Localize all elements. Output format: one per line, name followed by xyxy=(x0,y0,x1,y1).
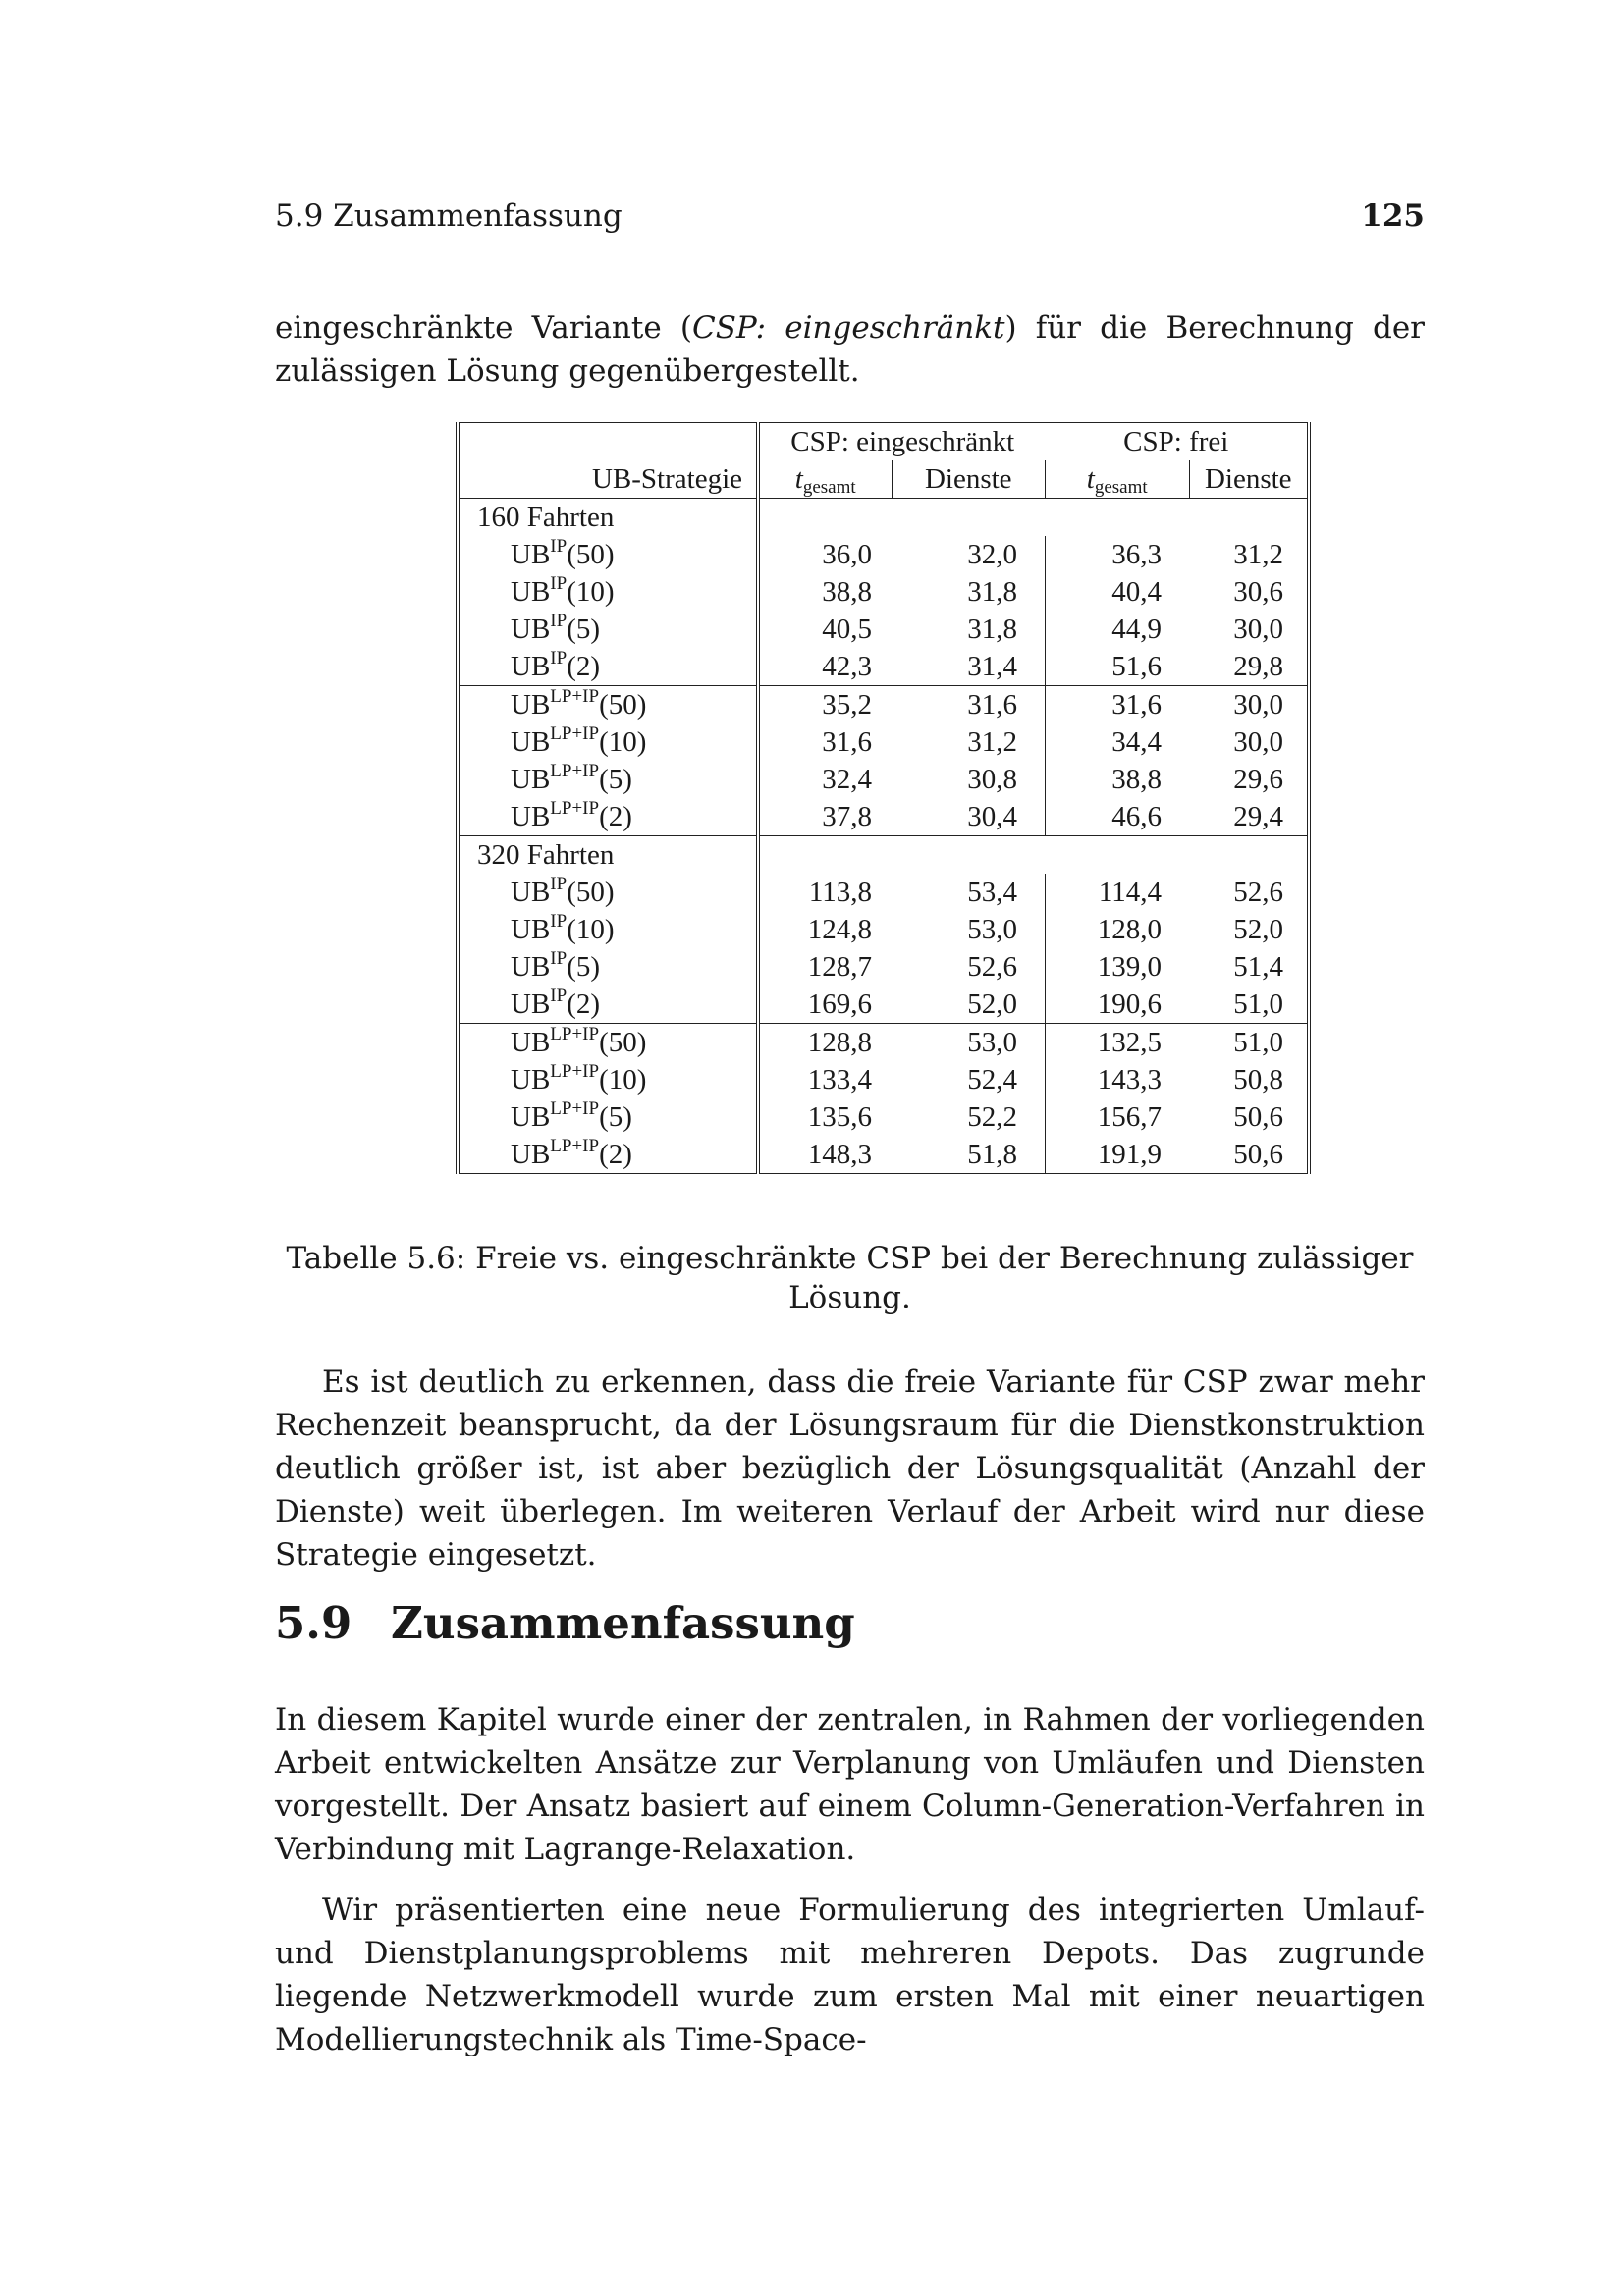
value-cell: 114,4 xyxy=(1098,877,1162,908)
table-row xyxy=(458,573,1309,611)
value-cell: 35,2 xyxy=(758,686,892,724)
table-row xyxy=(458,874,1309,911)
column-header-dienste-free: Dienste xyxy=(1189,460,1309,499)
strategy-base: UB xyxy=(511,726,551,758)
table-row xyxy=(458,686,1309,724)
value-cell: 53,0 xyxy=(892,1024,1046,1062)
strategy-argument: (5) xyxy=(567,951,601,983)
value-cell: 30,6 xyxy=(1189,573,1309,611)
empty-cell xyxy=(1189,499,1309,537)
strategy-base: UB xyxy=(511,914,551,945)
value-cell: 31,6 xyxy=(892,686,1046,724)
table-row xyxy=(458,1061,1309,1098)
strategy-cell xyxy=(458,986,758,1024)
value-cell: 30,0 xyxy=(1189,686,1309,724)
t-subscript: gesamt xyxy=(1094,477,1148,498)
empty-cell xyxy=(1046,836,1190,875)
strategy-cell xyxy=(458,1024,758,1062)
table-row xyxy=(458,648,1309,686)
table-header-row-2 xyxy=(458,460,1309,499)
strategy-base: UB xyxy=(511,1027,551,1058)
strategy-base: UB xyxy=(511,614,551,645)
value-cell: 51,4 xyxy=(1189,948,1309,986)
value-cell: 31,6 xyxy=(822,726,872,758)
table-row xyxy=(458,1098,1309,1136)
value-cell: 52,4 xyxy=(892,1061,1046,1098)
running-header-section: 5.9 Zusammenfassung xyxy=(275,198,623,234)
strategy-argument: (10) xyxy=(599,726,647,758)
table-row xyxy=(458,611,1309,648)
strategy-cell xyxy=(458,686,758,724)
empty-cell xyxy=(892,836,1046,875)
empty-cell xyxy=(758,836,892,875)
column-header-strategy: UB-Strategie xyxy=(458,460,758,499)
strategy-base: UB xyxy=(511,764,551,795)
value-cell: 36,3 xyxy=(1111,539,1162,570)
value-cell: 29,6 xyxy=(1189,761,1309,798)
strategy-argument: (2) xyxy=(599,1139,632,1170)
value-cell: 30,0 xyxy=(1189,723,1309,761)
value-cell: 50,6 xyxy=(1189,1098,1309,1136)
value-cell: 29,4 xyxy=(1189,798,1309,836)
value-cell: 128,7 xyxy=(807,951,872,983)
value-cell: 50,8 xyxy=(1189,1061,1309,1098)
strategy-base: UB xyxy=(511,988,551,1020)
table-row xyxy=(458,761,1309,798)
section-number: 5.9 xyxy=(275,1597,352,1649)
strategy-base: UB xyxy=(511,951,551,983)
header-empty-cell xyxy=(458,423,758,461)
section-label: 320 Fahrten xyxy=(458,836,758,875)
value-cell: 51,0 xyxy=(1189,986,1309,1024)
value-cell: 52,0 xyxy=(892,986,1046,1024)
strategy-base: UB xyxy=(511,689,551,721)
strategy-cell xyxy=(458,911,758,948)
value-cell: 46,6 xyxy=(1111,801,1162,832)
value-cell: 51,6 xyxy=(1111,651,1162,682)
strategy-base: UB xyxy=(511,801,551,832)
value-cell: 40,5 xyxy=(822,614,872,645)
table-row xyxy=(458,1024,1309,1062)
table-row xyxy=(458,986,1309,1024)
strategy-superscript: IP xyxy=(550,611,568,631)
table-header-row-1 xyxy=(458,423,1309,461)
value-cell: 30,8 xyxy=(892,761,1046,798)
section-label-row xyxy=(458,836,1309,875)
strategy-argument: (2) xyxy=(567,651,601,682)
section-label: 160 Fahrten xyxy=(458,499,758,537)
page-number: 125 xyxy=(1361,198,1425,234)
strategy-argument: (2) xyxy=(567,988,601,1020)
strategy-base: UB xyxy=(511,1101,551,1133)
section-label-row xyxy=(458,499,1309,537)
strategy-superscript: LP+IP xyxy=(550,723,600,744)
strategy-superscript: IP xyxy=(550,536,568,557)
table-row xyxy=(458,536,1309,573)
value-cell: 52,2 xyxy=(892,1098,1046,1136)
value-cell: 148,3 xyxy=(758,1136,892,1174)
value-cell: 128,0 xyxy=(1097,914,1162,945)
value-cell: 52,6 xyxy=(892,948,1046,986)
value-cell: 32,0 xyxy=(892,536,1046,573)
value-cell: 53,0 xyxy=(892,911,1046,948)
strategy-superscript: IP xyxy=(550,911,568,932)
value-cell: 31,4 xyxy=(892,648,1046,686)
value-cell: 52,0 xyxy=(1189,911,1309,948)
value-cell: 32,4 xyxy=(822,764,872,795)
value-cell: 52,6 xyxy=(1189,874,1309,911)
strategy-base: UB xyxy=(511,539,551,570)
table-row xyxy=(458,1136,1309,1174)
strategy-argument: (50) xyxy=(599,1027,647,1058)
strategy-cell xyxy=(458,611,758,648)
value-cell: 37,8 xyxy=(822,801,872,832)
intro-text-italic: CSP: eingeschränkt xyxy=(691,310,1005,346)
strategy-argument: (10) xyxy=(567,914,615,945)
group-header-restricted: CSP: eingeschränkt xyxy=(758,423,1046,461)
value-cell: 31,2 xyxy=(1189,536,1309,573)
empty-cell xyxy=(892,499,1046,537)
strategy-cell xyxy=(458,1136,758,1174)
section-heading xyxy=(275,1596,855,1651)
value-cell: 38,8 xyxy=(1111,764,1162,795)
strategy-cell xyxy=(458,1098,758,1136)
strategy-argument: (50) xyxy=(599,689,647,721)
strategy-cell xyxy=(458,948,758,986)
intro-text-start: eingeschränkte Variante ( xyxy=(275,310,692,346)
value-cell: 128,8 xyxy=(758,1024,892,1062)
strategy-superscript: LP+IP xyxy=(550,1024,600,1044)
empty-cell xyxy=(758,499,892,537)
strategy-superscript: LP+IP xyxy=(550,1136,600,1156)
intro-paragraph xyxy=(275,306,1425,393)
strategy-argument: (5) xyxy=(599,1101,632,1133)
empty-cell xyxy=(1046,499,1190,537)
strategy-superscript: IP xyxy=(550,874,568,894)
strategy-argument: (50) xyxy=(567,877,615,908)
table-caption: Tabelle 5.6: Freie vs. eingeschränkte CSP bei der Berechnung zulässiger Lösung. xyxy=(286,1241,1414,1315)
strategy-cell xyxy=(458,573,758,611)
strategy-argument: (5) xyxy=(567,614,601,645)
strategy-superscript: LP+IP xyxy=(550,1061,600,1082)
running-header xyxy=(275,196,1425,240)
value-cell: 42,3 xyxy=(822,651,872,682)
value-cell: 169,6 xyxy=(807,988,872,1020)
strategy-argument: (50) xyxy=(567,539,615,570)
value-cell: 190,6 xyxy=(1097,988,1162,1020)
column-header-time-free xyxy=(1046,460,1190,499)
value-cell: 50,6 xyxy=(1189,1136,1309,1174)
value-cell: 40,4 xyxy=(1111,576,1162,608)
table-row xyxy=(458,911,1309,948)
strategy-cell xyxy=(458,723,758,761)
strategy-cell xyxy=(458,648,758,686)
discussion-paragraph: Es ist deutlich zu erkennen, dass die freie Variante für CSP zwar mehr Rechenzeit beansprucht, da der Lösungsraum für die Dienstkonstruktion deutlich größer ist, ist aber bezüglich der Lösungsqualität (Anzahl der Dienste) weit überlegen. Im weiteren Verlauf der Arbeit wird nur diese Strategie eingesetzt. xyxy=(275,1364,1425,1573)
value-cell: 29,8 xyxy=(1189,648,1309,686)
strategy-argument: (5) xyxy=(599,764,632,795)
value-cell: 191,9 xyxy=(1046,1136,1190,1174)
empty-cell xyxy=(1189,836,1309,875)
value-cell: 31,8 xyxy=(892,611,1046,648)
strategy-superscript: IP xyxy=(550,573,568,594)
strategy-superscript: LP+IP xyxy=(550,798,600,819)
value-cell: 113,8 xyxy=(808,877,872,908)
value-cell: 133,4 xyxy=(807,1064,872,1095)
table-row xyxy=(458,723,1309,761)
column-header-time-restricted xyxy=(758,460,892,499)
value-cell: 143,3 xyxy=(1097,1064,1162,1095)
strategy-cell xyxy=(458,1061,758,1098)
strategy-superscript: LP+IP xyxy=(550,761,600,781)
t-symbol: t xyxy=(1086,463,1095,495)
value-cell: 44,9 xyxy=(1111,614,1162,645)
value-cell: 31,6 xyxy=(1046,686,1190,724)
value-cell: 139,0 xyxy=(1097,951,1162,983)
section-title: Zusammenfassung xyxy=(391,1597,855,1649)
results-table xyxy=(456,422,1311,1174)
group-header-free: CSP: frei xyxy=(1046,423,1310,461)
strategy-superscript: IP xyxy=(550,648,568,668)
strategy-cell xyxy=(458,536,758,573)
table-row xyxy=(458,948,1309,986)
value-cell: 30,4 xyxy=(892,798,1046,836)
value-cell: 36,0 xyxy=(822,539,872,570)
value-cell: 38,8 xyxy=(822,576,872,608)
value-cell: 51,8 xyxy=(892,1136,1046,1174)
strategy-superscript: LP+IP xyxy=(550,1098,600,1119)
value-cell: 132,5 xyxy=(1046,1024,1190,1062)
value-cell: 31,2 xyxy=(892,723,1046,761)
value-cell: 31,8 xyxy=(892,573,1046,611)
intro-text-end: ) für die Berechnung der zulässigen Lösung gegenübergestellt. xyxy=(275,310,1425,389)
t-subscript: gesamt xyxy=(802,477,856,498)
strategy-base: UB xyxy=(511,877,551,908)
strategy-argument: (10) xyxy=(599,1064,647,1095)
strategy-cell xyxy=(458,761,758,798)
summary-paragraph-2: Wir präsentierten eine neue Formulierung des integrierten Umlauf- und Dienstplanungsproblems mit mehreren Depots. Das zugrunde liegende Netzwerkmodell wurde zum ersten Mal mit einer neuartigen Modellierungstechnik als Time-Space- xyxy=(275,1893,1425,2057)
strategy-cell xyxy=(458,874,758,911)
value-cell: 30,0 xyxy=(1189,611,1309,648)
value-cell: 135,6 xyxy=(807,1101,872,1133)
value-cell: 124,8 xyxy=(807,914,872,945)
strategy-superscript: IP xyxy=(550,986,568,1006)
value-cell: 51,0 xyxy=(1189,1024,1309,1062)
strategy-argument: (10) xyxy=(567,576,615,608)
table-row xyxy=(458,798,1309,836)
value-cell: 53,4 xyxy=(892,874,1046,911)
strategy-base: UB xyxy=(511,576,551,608)
value-cell: 34,4 xyxy=(1111,726,1162,758)
column-header-dienste-restricted: Dienste xyxy=(892,460,1046,499)
strategy-cell xyxy=(458,798,758,836)
t-symbol: t xyxy=(794,463,803,495)
strategy-superscript: IP xyxy=(550,948,568,969)
value-cell: 156,7 xyxy=(1097,1101,1162,1133)
strategy-base: UB xyxy=(511,1064,551,1095)
strategy-base: UB xyxy=(511,651,551,682)
strategy-argument: (2) xyxy=(599,801,632,832)
strategy-superscript: LP+IP xyxy=(550,686,600,707)
summary-paragraph-1: In diesem Kapitel wurde einer der zentralen, in Rahmen der vorliegenden Arbeit entwickelten Ansätze zur Verplanung von Umläufen und Diensten vorgestellt. Der Ansatz basiert auf einem Column-Generation-Verfahren in Verbindung mit Lagrange-Relaxation. xyxy=(275,1702,1425,1867)
strategy-base: UB xyxy=(511,1139,551,1170)
